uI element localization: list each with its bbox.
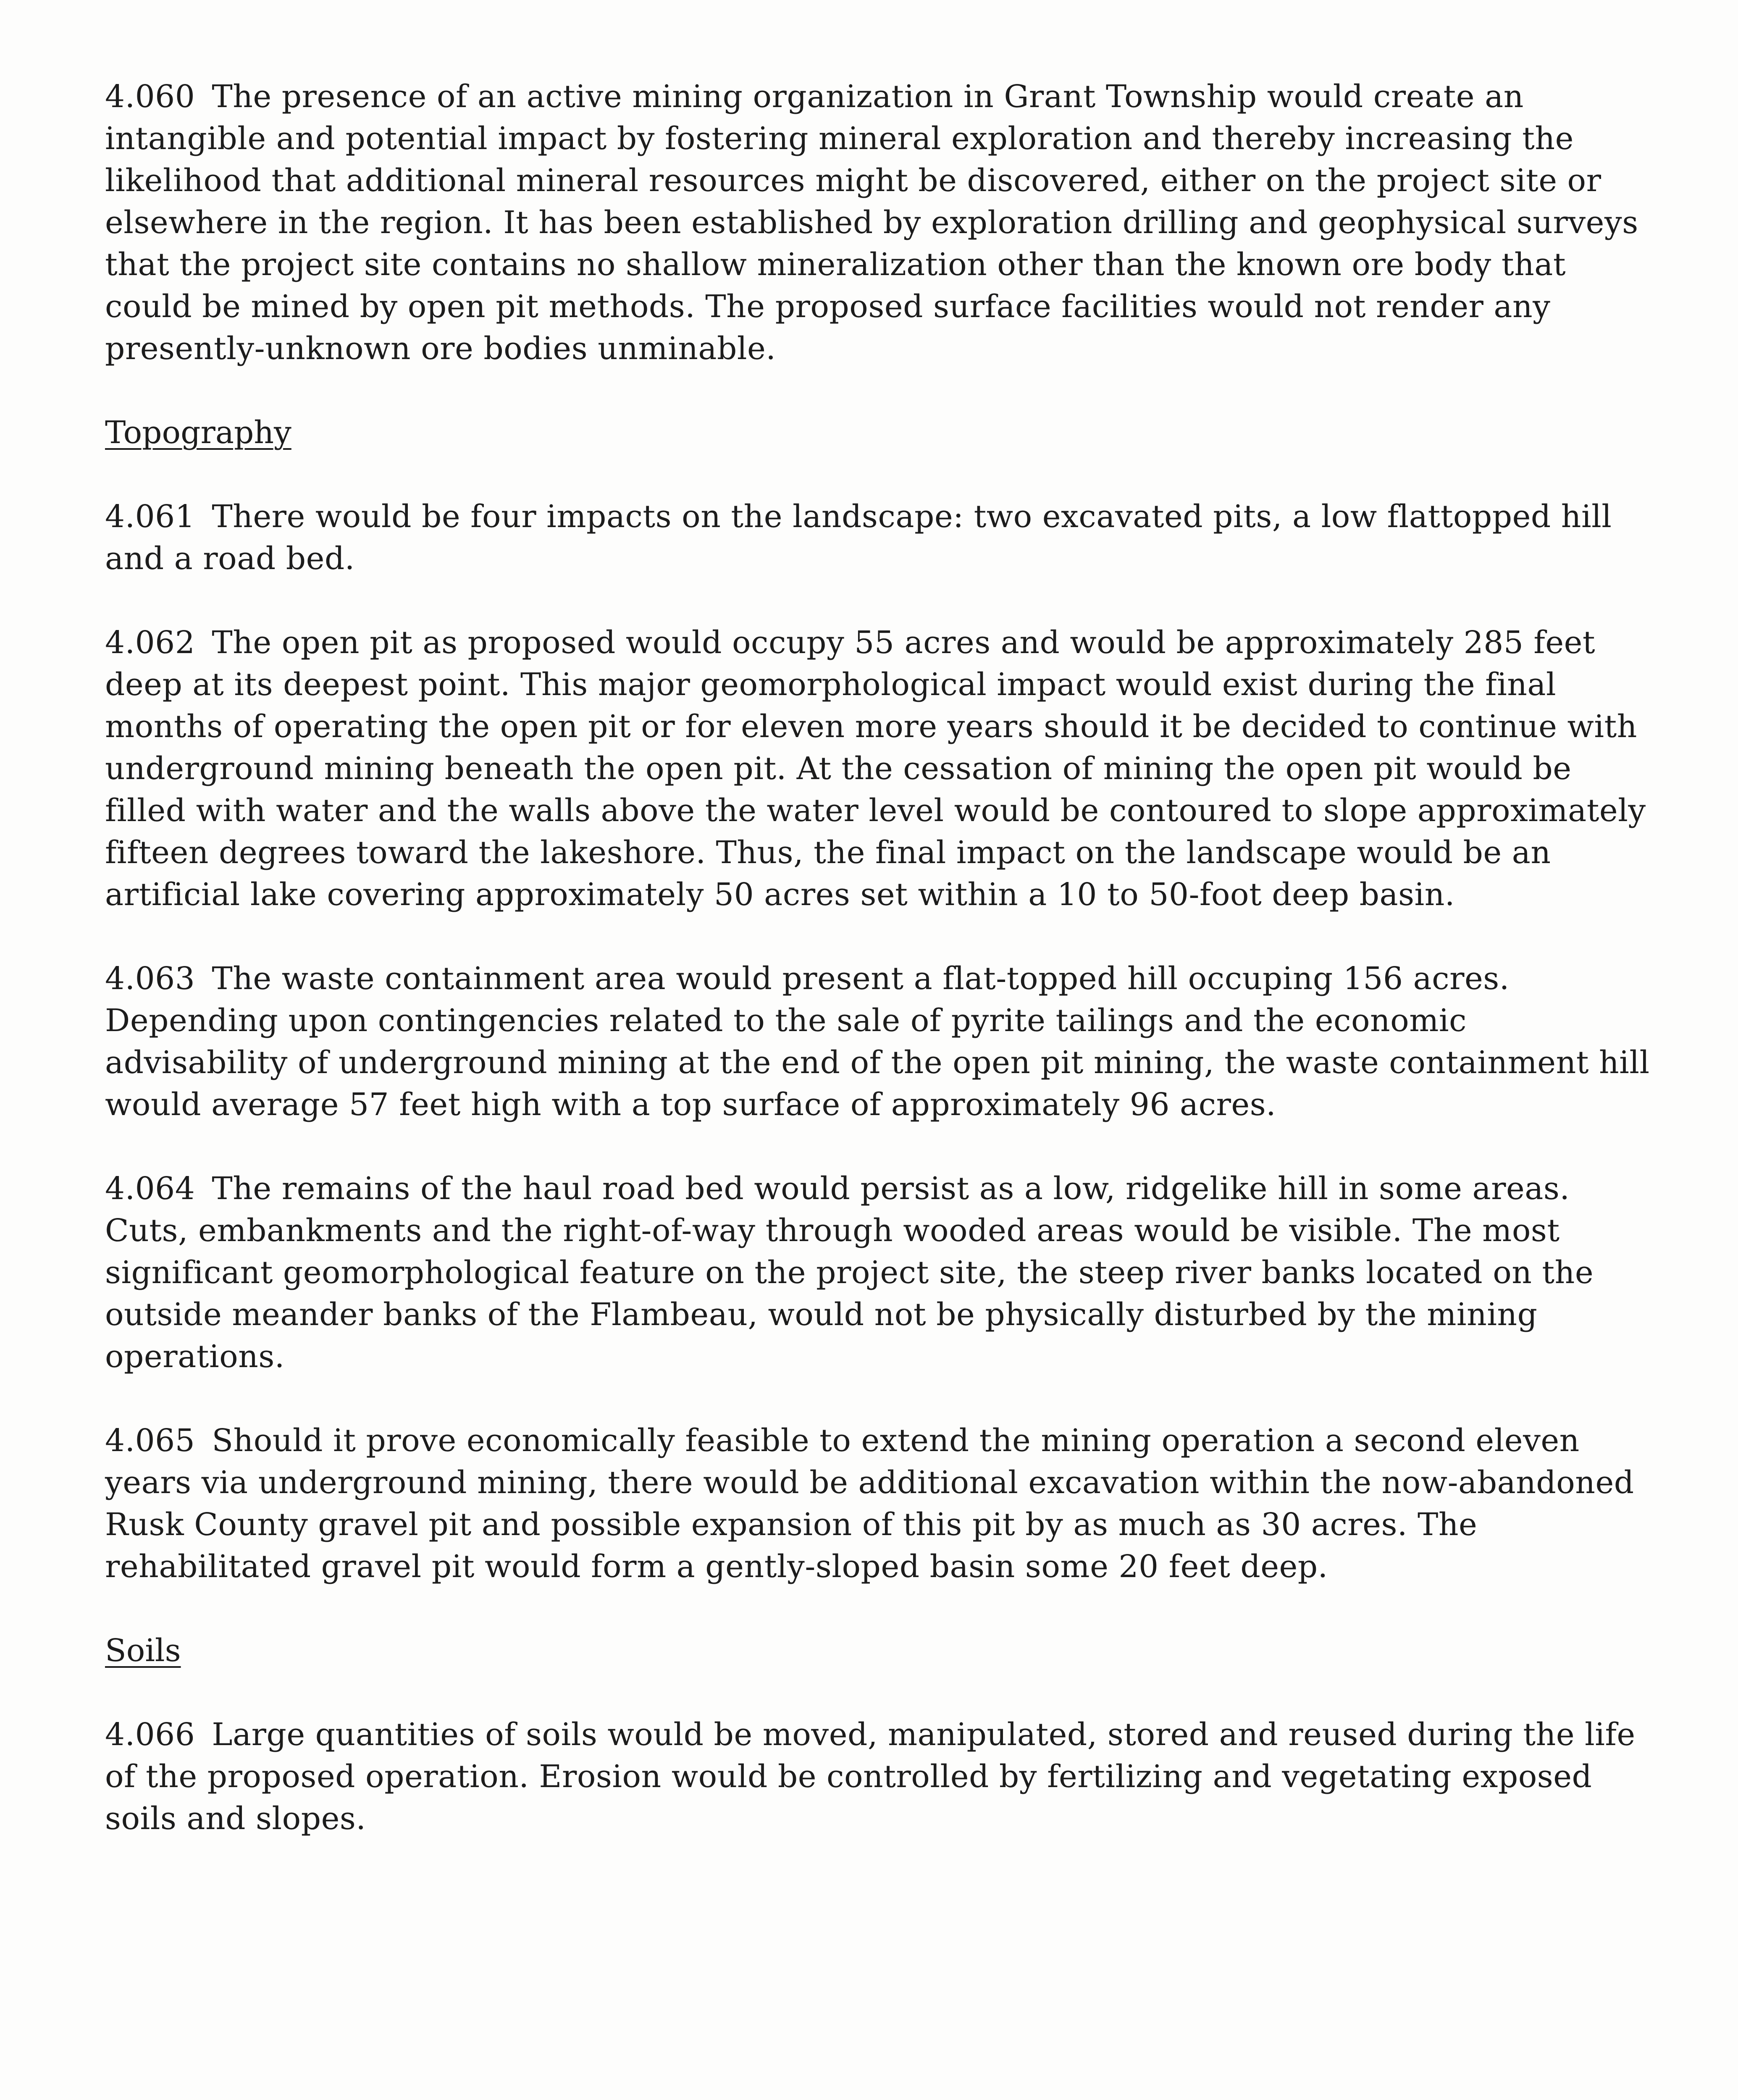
- paragraph-text: The waste containment area would present a flat-topped hill occuping 156 acres. Depending upon contingencies related to the sale of pyrite tailings and the economic advisability of underground mining at the end of the open pit mining, the waste containment hill would average 57 feet high with a top surface of approximately 96 acres.: [105, 961, 1650, 1123]
- paragraph-number: 4.065: [105, 1423, 195, 1459]
- paragraph-number: 4.062: [105, 625, 195, 661]
- paragraph-4-061: [105, 496, 1659, 580]
- paragraph-4-062: [105, 622, 1659, 916]
- paragraph-number: 4.063: [105, 961, 195, 997]
- paragraph-4-060: [105, 76, 1659, 370]
- paragraph-4-064: [105, 1168, 1659, 1378]
- paragraph-number: 4.066: [105, 1717, 195, 1753]
- paragraph-number: 4.060: [105, 79, 195, 115]
- paragraph-text: There would be four impacts on the landscape: two excavated pits, a low flattopped hill and a road bed.: [105, 499, 1612, 577]
- paragraph-text: The open pit as proposed would occupy 55 acres and would be approximately 285 feet deep at its deepest point. This major geomorphological impact would exist during the final months of operating the open pit or for eleven more years should it be decided to continue with underground mining beneath the open pit. At the cessation of mining the open pit would be filled with water and the walls above the water level would be contoured to slope approximately fifteen degrees toward the lakeshore. Thus, the final impact on the landscape would be an artificial lake covering approximately 50 acres set within a 10 to 50-foot deep basin.: [105, 625, 1646, 913]
- paragraph-4-063: [105, 958, 1659, 1126]
- paragraph-text: Large quantities of soils would be moved, manipulated, stored and reused during the life of the proposed operation. Erosion would be controlled by fertilizing and vegetating exposed soils and slopes.: [105, 1717, 1636, 1837]
- section-heading-soils: Soils: [105, 1633, 181, 1669]
- paragraph-text: Should it prove economically feasible to extend the mining operation a second eleven years via underground mining, there would be additional excavation within the now-abandoned Rusk County gravel pit and possible expansion of this pit by as much as 30 acres. The rehabilitated gravel pit would form a gently-sloped basin some 20 feet deep.: [105, 1423, 1634, 1585]
- page-body: [105, 76, 1659, 1882]
- paragraph-text: The remains of the haul road bed would persist as a low, ridgelike hill in some areas. Cuts, embankments and the right-of-way through wooded areas would be visible. The most significant geomorphological feature on the project site, the steep river banks located on the outside meander banks of the Flambeau, would not be physically disturbed by the mining operations.: [105, 1171, 1594, 1375]
- paragraph-4-065: [105, 1420, 1659, 1588]
- paragraph-text: The presence of an active mining organization in Grant Township would create an intangible and potential impact by fostering mineral exploration and thereby increasing the likelihood that additional mineral resources might be discovered, either on the project site or elsewhere in the region. It has been established by exploration drilling and geophysical surveys that the project site contains no shallow mineralization other than the known ore body that could be mined by open pit methods. The proposed surface facilities would not render any presently-unknown ore bodies unminable.: [105, 79, 1638, 367]
- paragraph-4-066: [105, 1714, 1659, 1840]
- paragraph-number: 4.064: [105, 1171, 195, 1207]
- section-heading-topography: Topography: [105, 415, 291, 451]
- paragraph-number: 4.061: [105, 499, 195, 535]
